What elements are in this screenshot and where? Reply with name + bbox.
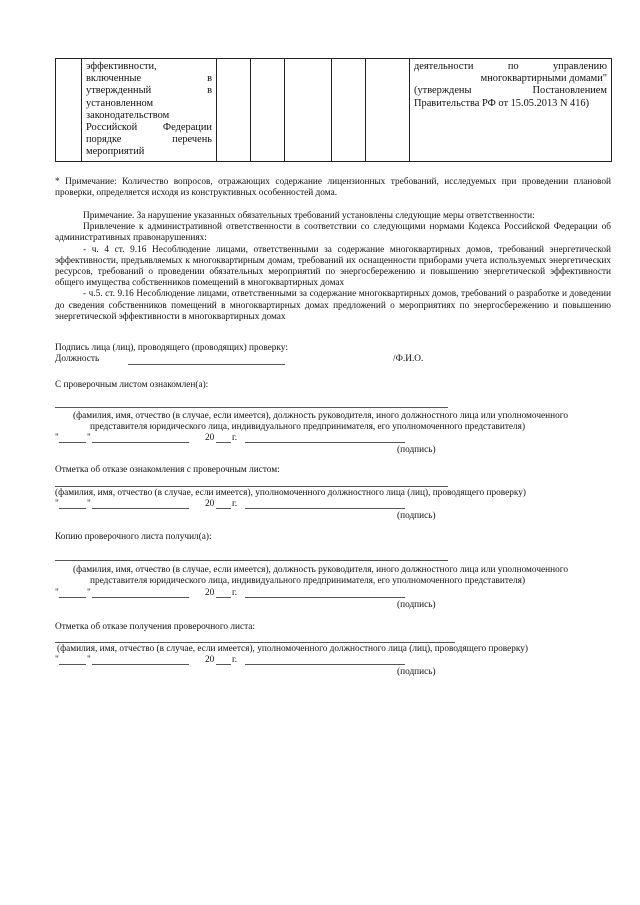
familiarized-label: С проверочным листом ознакомлен(а): <box>55 380 209 390</box>
copy-received-caption-1: (фамилия, имя, отчество (в случае, если имеется), должность руководителя, иного должностного лица или уполномоченного <box>73 565 568 575</box>
legal-reference-text: деятельности по управлению многоквартирными домами" (утверждены Постановлением Правительства РФ от 15.05.2013 N 416) <box>414 61 607 109</box>
table-cell-no <box>251 59 285 162</box>
date-month-line <box>92 597 189 598</box>
date-year-line <box>216 508 231 509</box>
date-month-line <box>92 664 189 665</box>
table-row <box>56 59 612 162</box>
note-liability-item: - ч.5. ст. 9.16 Несоблюдение лицами, ответственными за содержание многоквартирных домов, требований о разработке и доведении до сведения собственников помещений в многоквартирных домах предложений о мероприятиях по энергосбережению и повышению энергетической эффективности в многоквартирных домах <box>55 289 611 322</box>
requirements-table <box>55 58 612 162</box>
table-cell-yes <box>217 59 251 162</box>
refusal-receive-caption: (фамилия, имя, отчество (в случае, если имеется), уполномоченного должностного лица (лиц), проводящего проверку) <box>57 644 529 654</box>
refusal-receive-line <box>55 642 455 643</box>
date-quote-close: " <box>87 588 91 598</box>
copy-received-label: Копию проверочного листа получил(а): <box>55 532 212 542</box>
refusal-familiarize-line <box>55 486 448 487</box>
signature-label: Подпись лица (лиц), проводящего (проводящих) проверку: <box>55 343 288 353</box>
date-quote-close: " <box>87 433 91 443</box>
date-month-line <box>92 508 189 509</box>
table-cell-question <box>82 59 217 162</box>
familiarized-name-line <box>55 407 448 408</box>
familiarized-caption-2: представителя юридического лица, индивидуального предпринимателя, его уполномоченного представителя) <box>90 422 526 432</box>
table-cell-extra <box>332 59 366 162</box>
question-text: эффективности, включенные в утвержденный в установленном законодательством Российской Федерации порядке перечень мероприятий <box>86 61 212 158</box>
date-year-suffix: г. <box>232 588 238 598</box>
note-liability-lead: Привлечение к административной ответственности в соответствии со следующими нормами Кодекса Российской Федерации об административных правонарушениях: <box>55 222 611 244</box>
table-cell-comment <box>366 59 410 162</box>
date-year-prefix: 20 <box>205 655 215 665</box>
date-day-line <box>59 508 86 509</box>
note-questions-text: * Примечание: Количество вопросов, отражающих содержание лицензионных требований, исследуемых при проведении плановой проверки, определяется исходя из конструктивных особенностей дома. <box>55 177 611 199</box>
note-liability-item: - ч. 4 ст. 9.16 Несоблюдение лицами, ответственными за содержание многоквартирных домов, требований энергетической эффективности, предъявляемых к многоквартирным домам, требований их оснащенности приборами учета используемых энергетических ресурсов, требований о проведении обязательных мероприятий по энергосбережению и повышению энергетической эффективности общего имущества собственников помещений в многоквартирных домах <box>55 244 611 289</box>
date-quote-close: " <box>87 655 91 665</box>
signature-line <box>245 664 405 665</box>
note-liability-title: Примечание. За нарушение указанных обязательных требований установлены следующие меры ответственности: <box>83 211 535 221</box>
date-year-prefix: 20 <box>205 499 215 509</box>
date-quote-open: " <box>55 499 59 509</box>
copy-received-name-line <box>55 560 448 561</box>
signature-caption: (подпись) <box>397 600 436 610</box>
fio-label: /Ф.И.О. <box>393 354 424 364</box>
refusal-familiarize-label: Отметка об отказе ознакомления с проверочным листом: <box>55 465 280 475</box>
signature-caption: (подпись) <box>397 667 436 677</box>
refusal-receive-label: Отметка об отказе получения проверочного листа: <box>55 622 256 632</box>
date-year-suffix: г. <box>232 499 238 509</box>
familiarized-caption-1: (фамилия, имя, отчество (в случае, если имеется), должность руководителя, иного должностного лица или уполномоченного <box>73 411 568 421</box>
table-cell-na <box>285 59 332 162</box>
copy-received-caption-2: представителя юридического лица, индивидуального предпринимателя, его уполномоченного представителя) <box>90 576 526 586</box>
date-year-line <box>216 664 231 665</box>
position-line <box>128 364 285 365</box>
date-quote-open: " <box>55 655 59 665</box>
date-year-suffix: г. <box>232 655 238 665</box>
signature-caption: (подпись) <box>397 511 436 521</box>
note-liability <box>55 211 611 323</box>
date-day-line <box>59 597 86 598</box>
date-year-line <box>216 442 231 443</box>
refusal-familiarize-caption: (фамилия, имя, отчество (в случае, если имеется), уполномоченного должностного лица (лиц), проводящего проверку) <box>55 488 527 498</box>
signature-caption: (подпись) <box>397 445 436 455</box>
date-quote-close: " <box>87 499 91 509</box>
table-cell-legal-reference <box>410 59 612 162</box>
date-year-suffix: г. <box>232 433 238 443</box>
table-cell-number <box>56 59 82 162</box>
date-year-prefix: 20 <box>205 588 215 598</box>
date-day-line <box>59 664 86 665</box>
date-day-line <box>59 442 86 443</box>
date-quote-open: " <box>55 433 59 443</box>
date-year-prefix: 20 <box>205 433 215 443</box>
position-label: Должность <box>55 354 100 364</box>
date-year-line <box>216 597 231 598</box>
date-month-line <box>92 442 189 443</box>
signature-line <box>245 508 405 509</box>
date-quote-open: " <box>55 588 59 598</box>
note-questions <box>55 177 611 199</box>
signature-line <box>245 442 405 443</box>
signature-line <box>245 597 405 598</box>
